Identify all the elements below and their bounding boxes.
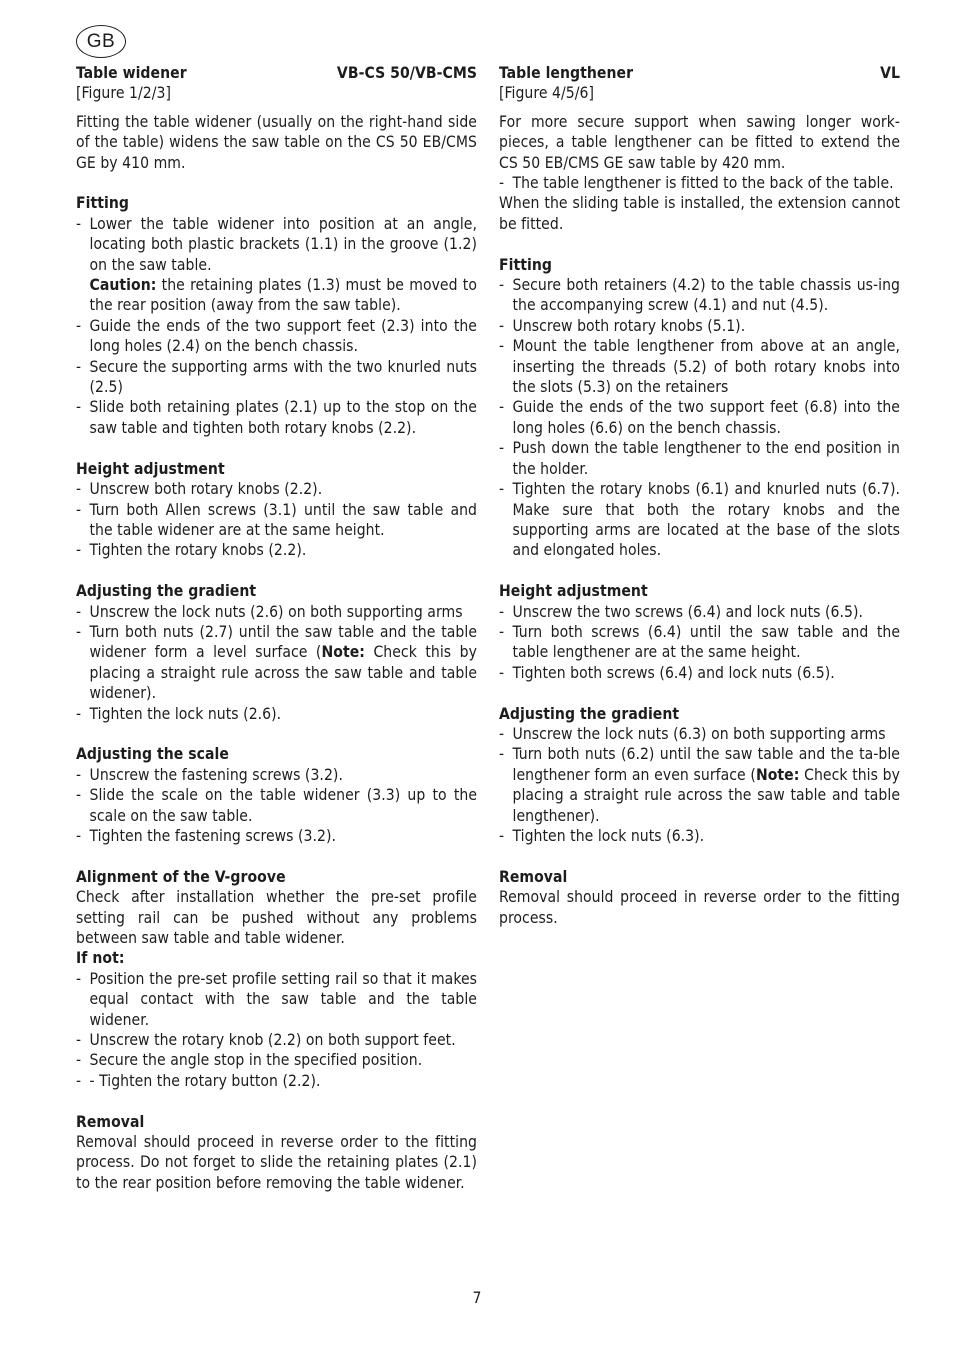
language-badge: GB [76,25,126,58]
height-list [499,602,900,684]
list-item: - Tighten the fastening screws (3.2). [76,826,477,846]
fitting-heading: Fitting [76,194,129,213]
list-item: - Tighten the rotary knobs (2.2). [76,540,477,560]
list-item: - Lower the table widener into position at an angle, locating both plastic brackets (1.1) in the groove (1.2) on the saw table. Caution: the retaining plates (1.3) must be moved to the rear position (away from the saw table). [76,214,477,316]
list-item: - Mount the table lengthener from above at an angle, inserting the threads (5.2) of both rotary knobs into the slots (5.3) on the retainers [499,336,900,397]
list-item: - Unscrew both rotary knobs (2.2). [76,479,477,499]
fitting-list [499,275,900,561]
removal-heading: Removal [76,1112,145,1131]
list-item: - Secure both retainers (4.2) to the table chassis us-ing the accompanying screw (4.1) and nut (4.5). [499,275,900,316]
section-title-row [76,63,477,83]
list-item: - Unscrew the lock nuts (6.3) on both supporting arms [499,724,900,744]
section-title-row [499,63,900,83]
gradient-heading: Adjusting the gradient [499,704,680,723]
figure-reference: [Figure 4/5/6] [499,84,595,103]
list-item: - Unscrew the two screws (6.4) and lock nuts (6.5). [499,602,900,622]
vgroove-list [76,969,477,1091]
list-item: - Unscrew the fastening screws (3.2). [76,765,477,785]
if-not-label: If not: [76,949,125,968]
list-item: - - Tighten the rotary button (2.2). [76,1071,477,1091]
intro-paragraph: Fitting the table widener (usually on the right-hand side of the table) widens the saw table on the CS 50 EB/CMS GE by 410 mm. [76,112,477,172]
list-item: - Turn both nuts (6.2) until the saw table and the ta-ble lengthener form an even surface (Note: Check this by placing a straight rule across the saw table and table lengthener). [499,744,900,826]
fitting-heading: Fitting [499,255,552,274]
gradient-list [76,602,477,724]
left-column [76,63,477,1193]
list-item: - Tighten the lock nuts (2.6). [76,704,477,724]
right-column [499,63,900,928]
intro-note: When the sliding table is installed, the extension cannot be fitted. [499,194,900,233]
list-item: - Guide the ends of the two support feet (2.3) into the long holes (2.4) on the bench chassis. [76,316,477,357]
section-title: Table lengthener [499,64,634,82]
list-item: - Slide the scale on the table widener (3.3) up to the scale on the saw table. [76,785,477,826]
list-item: - The table lengthener is fitted to the back of the table. [499,173,900,193]
figure-reference: [Figure 1/2/3] [76,84,172,103]
list-item: - Position the pre-set profile setting rail so that it makes equal contact with the saw table and the table widener. [76,969,477,1030]
model-code: VL [880,64,900,82]
removal-paragraph: Removal should proceed in reverse order to the fitting process. [499,888,900,927]
intro-list [499,173,900,193]
list-item: - Unscrew the lock nuts (2.6) on both supporting arms [76,602,477,622]
list-item: - Secure the supporting arms with the two knurled nuts (2.5) [76,357,477,398]
list-item: - Guide the ends of the two support feet (6.8) into the long holes (6.6) on the bench chassis. [499,397,900,438]
list-item: - Tighten both screws (6.4) and lock nuts (6.5). [499,663,900,683]
list-item: - Turn both nuts (2.7) until the saw table and the table widener form a level surface (Note: Check this by placing a straight rule across the saw table and table widener). [76,622,477,704]
removal-paragraph: Removal should proceed in reverse order to the fitting process. Do not forget to slide the retaining plates (2.1) to the rear position before removing the table widener. [76,1133,477,1192]
height-list [76,479,477,561]
height-heading: Height adjustment [76,459,225,478]
section-title: Table widener [76,64,187,82]
list-item: - Tighten the rotary knobs (6.1) and knurled nuts (6.7). Make sure that both the rotary knobs and the supporting arms are located at the base of the slots and elongated holes. [499,479,900,561]
gradient-list [499,724,900,846]
scale-list [76,765,477,847]
list-item: - Turn both screws (6.4) until the saw table and the table lengthener are at the same height. [499,622,900,663]
list-item: - Turn both Allen screws (3.1) until the saw table and the table widener are at the same height. [76,500,477,541]
model-code: VB-CS 50/VB-CMS [336,64,477,82]
removal-heading: Removal [499,867,568,886]
note-label: Note: [755,765,800,784]
page-number: 7 [472,1289,482,1307]
caution-label: Caution: [89,276,157,295]
list-item: - Unscrew both rotary knobs (5.1). [499,316,900,336]
gradient-heading: Adjusting the gradient [76,582,257,601]
list-item: - Unscrew the rotary knob (2.2) on both support feet. [76,1030,477,1050]
intro-paragraph: For more secure support when sawing longer work-pieces, a table lengthener can be fitted to extend the CS 50 EB/CMS GE saw table by 420 mm. [499,112,900,172]
height-heading: Height adjustment [499,582,648,601]
vgroove-heading: Alignment of the V-groove [76,867,286,886]
list-item: - Tighten the lock nuts (6.3). [499,826,900,846]
list-item: - Slide both retaining plates (2.1) up to the stop on the saw table and tighten both rotary knobs (2.2). [76,397,477,438]
fitting-list [76,214,477,438]
vgroove-paragraph: Check after installation whether the pre-set profile setting rail can be pushed without any problems between saw table and table widener. [76,888,477,947]
list-item: - Secure the angle stop in the specified position. [76,1050,477,1070]
note-label: Note: [321,643,365,662]
list-item: - Push down the table lengthener to the end position in the holder. [499,438,900,479]
scale-heading: Adjusting the scale [76,745,229,764]
